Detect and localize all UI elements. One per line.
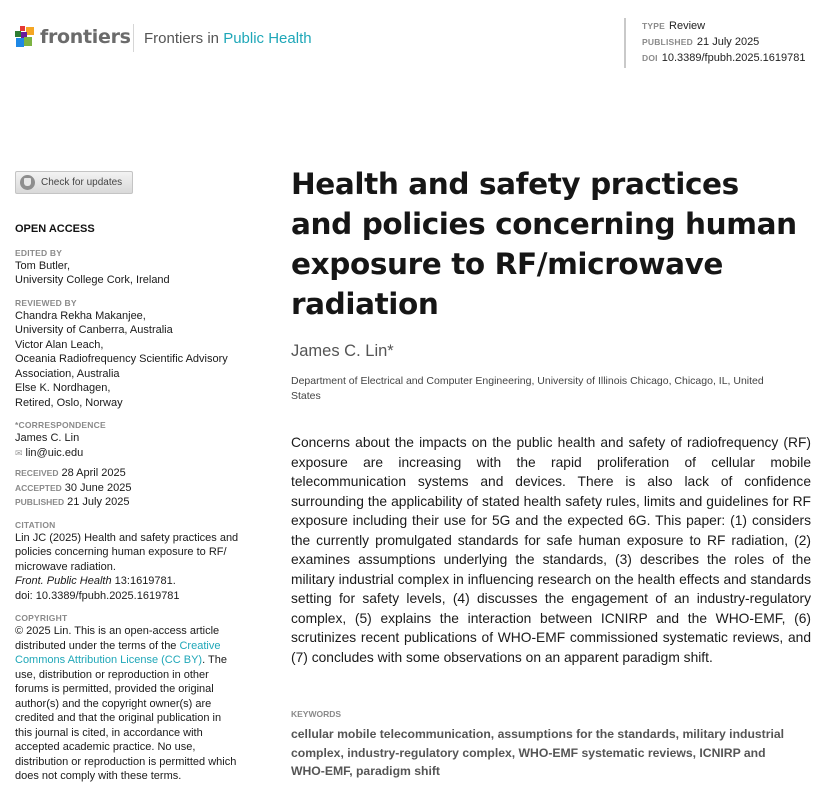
citation-line: policies concerning human exposure to RF/	[15, 546, 227, 558]
published-label: PUBLISHED	[642, 37, 693, 47]
reviewed-by-label: REVIEWED BY	[15, 297, 77, 308]
abstract-text: Concerns about the impacts on the public health and safety of radiofrequency (RF) exposure are increasing with the rapid proliferation of cellular mobile telecommunication systems and devices. There is also lack of confidence surrounding the applicability of stated health safety rules, limits and guidelines for RF exposure including their use for 5G and the expected 6G. This paper: (1) considers the currently promulgated standards for safe human exposure to RF radiation, (2) examines assumptions underlying the standards, (3) describes the roles of the military industrial complex in influencing research on the health effects and standards setting for safety levels, (4) discusses the engagement of an industry-regulatory complex, (5) explains the interaction between ICNIRP and the WHO-EMF, (6) scrutinizes recent publications of WHO-EMF commissioned systematic reviews, and (7) concludes with some observations on an apparent paradigm shift.	[291, 435, 811, 665]
email-icon: ✉	[15, 447, 23, 458]
edited-by-label: EDITED BY	[15, 247, 63, 258]
edited-by-section	[15, 247, 255, 288]
citation-line: Lin JC (2025) Health and safety practices and	[15, 531, 239, 544]
citation-volume: 13:1619781.	[111, 575, 176, 587]
accepted-label: ACCEPTED	[15, 482, 62, 493]
journal-name[interactable]	[144, 30, 312, 47]
article-doi[interactable]	[642, 50, 805, 66]
check-for-updates-label: Check for updates	[41, 177, 123, 188]
citation-journal: Front. Public Health	[15, 575, 112, 587]
article-author: James C. Lin*	[291, 342, 394, 360]
keywords-label: KEYWORDS	[291, 709, 342, 719]
author-affiliation: Department of Electrical and Computer Engineering, University of Illinois Chicago, Chicago, IL, United States	[291, 375, 764, 402]
reviewer-affiliation: Association, Australia	[15, 367, 120, 380]
copyright-text	[15, 624, 237, 784]
journal-title: Public Health	[223, 30, 312, 47]
reviewer-name: Chandra Rekha Makanjee,	[15, 309, 146, 322]
header-divider	[133, 24, 134, 52]
reviewer-affiliation: University of Canberra, Australia	[15, 324, 173, 336]
reviewer-name: Else K. Nordhagen,	[15, 382, 111, 394]
bookmark-circle-icon	[20, 175, 35, 190]
citation-label: CITATION	[15, 519, 56, 530]
cc-by-license-link[interactable]: Creative Commons Attribution License (CC BY)	[15, 639, 221, 666]
correspondence-email-row[interactable]	[15, 446, 255, 461]
citation-line: microwave radiation.	[15, 560, 116, 573]
article-published	[642, 34, 805, 50]
editor-name: Tom Butler,	[15, 259, 71, 272]
dates-section	[15, 466, 255, 510]
correspondence-label: *CORRESPONDENCE	[15, 420, 106, 430]
correspondence-section	[15, 419, 255, 460]
type-label: TYPE	[642, 21, 666, 31]
reviewer-name: Victor Alan Leach,	[15, 338, 104, 351]
reviewer-affiliation: Oceania Radiofrequency Scientific Advisory	[15, 353, 228, 365]
copyright-text-after: . The use, distribution or reproduction in other forums is permitted, provided the original author(s) and the copyright owner(s) are credited and that the original publication in this journal is cited, in accordance with accepted academic practice. No use, distribution or reproduction is permitted which does not comply with these terms.	[15, 654, 237, 782]
received-value: 28 April 2025	[61, 467, 126, 479]
correspondence-name: James C. Lin	[15, 432, 80, 444]
citation-journal-line	[15, 574, 255, 589]
correspondence-email[interactable]: lin@uic.edu	[25, 446, 84, 459]
doi-label: DOI	[642, 53, 658, 63]
published-value: 21 July 2025	[67, 496, 130, 508]
article-meta	[624, 18, 805, 68]
publisher-name: frontiers	[40, 26, 131, 48]
published-value: 21 July 2025	[696, 36, 760, 48]
citation-doi: doi: 10.3389/fpubh.2025.1619781	[15, 589, 180, 602]
reviewed-by-section	[15, 297, 255, 411]
frontiers-logo-icon	[15, 26, 35, 48]
frontiers-logo[interactable]	[15, 26, 131, 48]
editor-affiliation: University College Cork, Ireland	[15, 274, 170, 286]
article-sidebar	[15, 222, 255, 793]
copyright-label: COPYRIGHT	[15, 613, 68, 623]
doi-value[interactable]: 10.3389/fpubh.2025.1619781	[661, 52, 806, 64]
reviewer-affiliation: Retired, Oslo, Norway	[15, 396, 123, 409]
keywords-list: cellular mobile telecommunication, assumptions for the standards, military industrial complex, industry-regulatory complex, WHO-EMF systematic reviews, ICNIRP and WHO-EMF, paradigm shift	[291, 727, 785, 778]
published-date	[15, 495, 255, 510]
open-access-label: OPEN ACCESS	[15, 223, 95, 235]
check-for-updates-button[interactable]	[15, 171, 133, 194]
accepted-date	[15, 481, 255, 496]
accepted-value: 30 June 2025	[64, 481, 132, 494]
article-type	[642, 18, 805, 34]
journal-prefix: Frontiers in	[144, 30, 224, 47]
type-value: Review	[669, 20, 706, 32]
received-date	[15, 466, 255, 481]
published-label: PUBLISHED	[15, 497, 65, 507]
copyright-section	[15, 612, 255, 784]
article-title: Health and safety practices and policies concerning human exposure to RF/microwave radiation	[291, 167, 797, 321]
received-label: RECEIVED	[15, 468, 59, 478]
citation-section	[15, 519, 255, 604]
copyright-text-before: © 2025 Lin. This is an open-access article distributed under the terms of the	[15, 625, 220, 652]
